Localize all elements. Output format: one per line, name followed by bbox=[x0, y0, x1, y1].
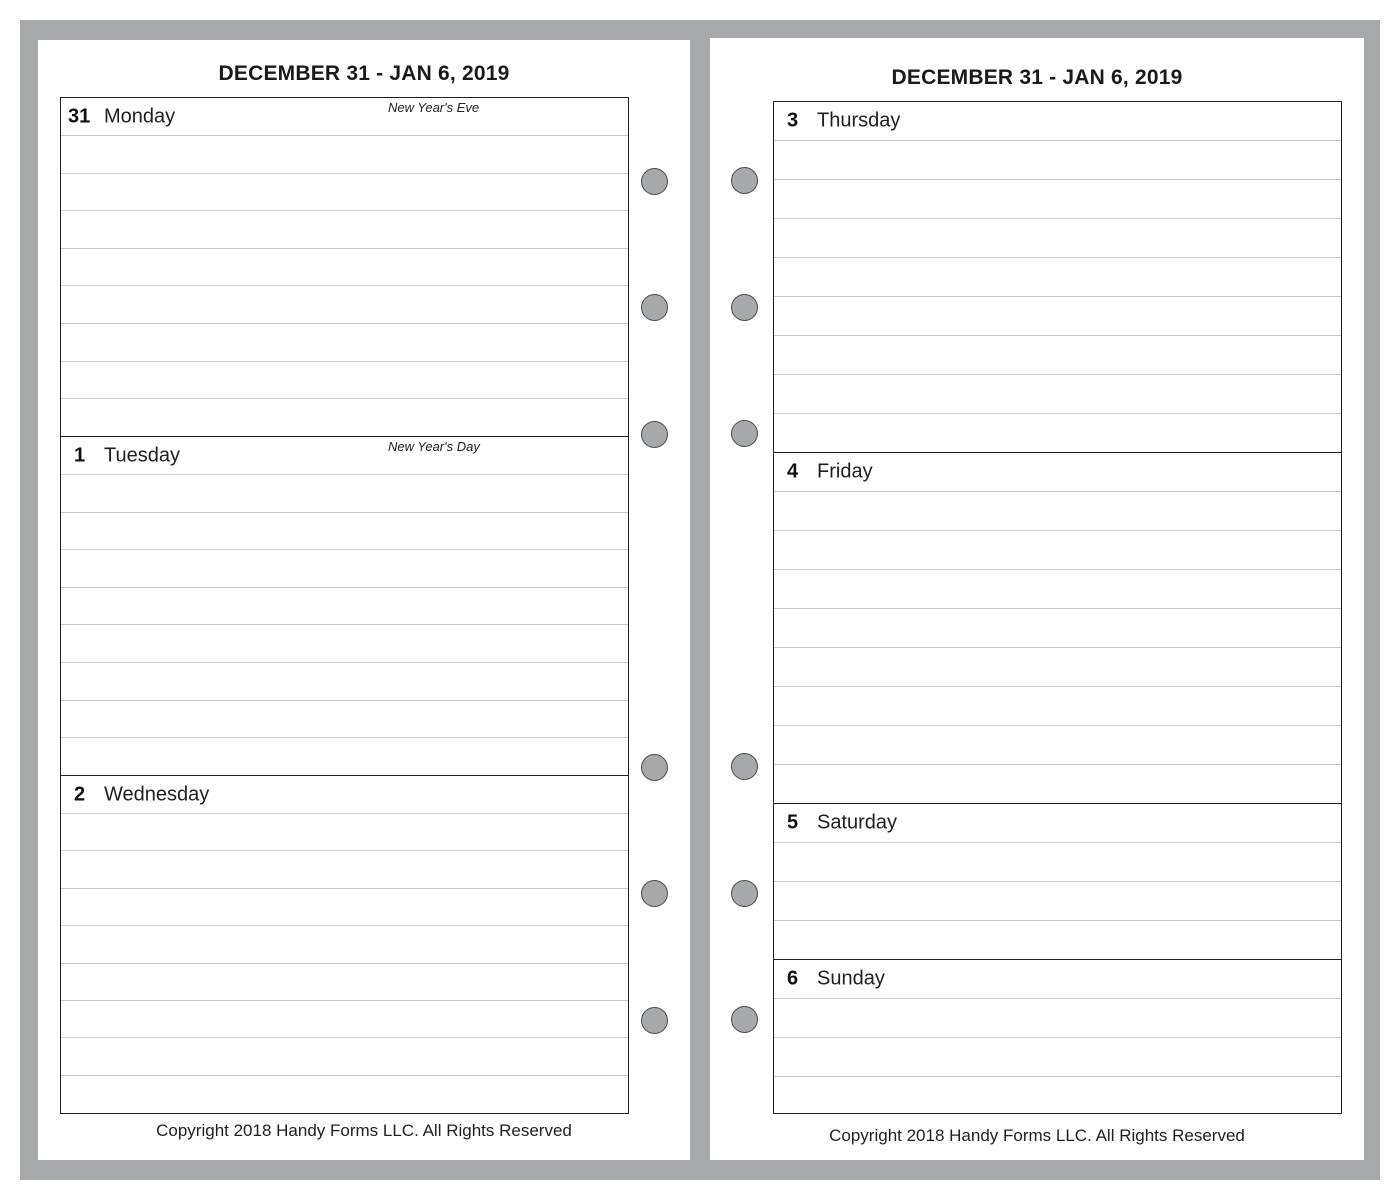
writing-line[interactable] bbox=[61, 663, 628, 701]
writing-line[interactable] bbox=[774, 1038, 1341, 1077]
writing-line[interactable] bbox=[774, 375, 1341, 414]
writing-line[interactable] bbox=[774, 882, 1341, 921]
day-number: 31 bbox=[68, 105, 91, 127]
punch-hole bbox=[731, 167, 758, 194]
day-name: Monday bbox=[104, 105, 176, 127]
writing-line[interactable] bbox=[774, 570, 1341, 609]
writing-line[interactable] bbox=[774, 726, 1341, 765]
writing-line[interactable] bbox=[61, 475, 628, 513]
writing-line[interactable] bbox=[774, 609, 1341, 648]
writing-line[interactable] bbox=[61, 964, 628, 1001]
day-number: 3 bbox=[787, 109, 799, 132]
day-name: Saturday bbox=[817, 811, 898, 834]
day-name: Thursday bbox=[817, 109, 901, 132]
writing-line[interactable] bbox=[61, 136, 628, 174]
copyright-notice: Copyright 2018 Handy Forms LLC. All Rights Reserved bbox=[829, 1126, 1245, 1145]
writing-line[interactable] bbox=[774, 648, 1341, 687]
writing-line[interactable] bbox=[774, 297, 1341, 336]
writing-line[interactable] bbox=[774, 492, 1341, 531]
writing-line[interactable] bbox=[61, 174, 628, 212]
right-planner-page bbox=[710, 38, 1364, 1160]
punch-hole bbox=[731, 1006, 758, 1033]
writing-line[interactable] bbox=[61, 249, 628, 287]
day-block-saturday bbox=[774, 804, 1341, 960]
day-number: 5 bbox=[787, 811, 799, 834]
writing-line[interactable] bbox=[61, 1001, 628, 1038]
writing-line[interactable] bbox=[774, 921, 1341, 959]
writing-line[interactable] bbox=[774, 843, 1341, 882]
day-number: 1 bbox=[74, 444, 86, 466]
writing-line[interactable] bbox=[61, 814, 628, 851]
day-number: 2 bbox=[74, 783, 86, 805]
writing-line[interactable] bbox=[61, 889, 628, 926]
writing-line[interactable] bbox=[774, 180, 1341, 219]
day-grid bbox=[60, 97, 629, 1114]
day-header-row bbox=[774, 804, 1341, 843]
writing-line[interactable] bbox=[61, 926, 628, 963]
day-block-tuesday bbox=[61, 437, 628, 776]
page-title: DECEMBER 31 - JAN 6, 2019 bbox=[218, 62, 510, 85]
punch-hole bbox=[731, 753, 758, 780]
left-planner-page bbox=[38, 40, 690, 1160]
day-block-wednesday bbox=[61, 776, 628, 1113]
writing-line[interactable] bbox=[61, 286, 628, 324]
writing-line[interactable] bbox=[61, 399, 628, 436]
punch-hole bbox=[731, 420, 758, 447]
day-block-monday bbox=[61, 98, 628, 437]
day-header-row bbox=[61, 776, 628, 814]
day-block-thursday bbox=[774, 102, 1341, 453]
punch-hole bbox=[731, 294, 758, 321]
writing-line[interactable] bbox=[61, 513, 628, 551]
punch-hole bbox=[731, 880, 758, 907]
writing-line[interactable] bbox=[61, 362, 628, 400]
day-header-row bbox=[774, 453, 1341, 492]
day-header-row bbox=[61, 437, 628, 475]
page-title: DECEMBER 31 - JAN 6, 2019 bbox=[891, 66, 1183, 89]
writing-line[interactable] bbox=[774, 258, 1341, 297]
punch-hole bbox=[641, 168, 668, 195]
day-header-row bbox=[774, 102, 1341, 141]
punch-hole bbox=[641, 754, 668, 781]
punch-hole bbox=[641, 294, 668, 321]
punch-hole bbox=[641, 421, 668, 448]
writing-line[interactable] bbox=[61, 701, 628, 739]
writing-line[interactable] bbox=[61, 588, 628, 626]
writing-line[interactable] bbox=[61, 1076, 628, 1112]
writing-line[interactable] bbox=[774, 336, 1341, 375]
copyright-notice: Copyright 2018 Handy Forms LLC. All Rights Reserved bbox=[156, 1121, 572, 1140]
writing-line[interactable] bbox=[61, 851, 628, 888]
day-block-friday bbox=[774, 453, 1341, 804]
writing-line[interactable] bbox=[774, 414, 1341, 452]
holiday-label: New Year's Day bbox=[388, 439, 480, 454]
day-number: 6 bbox=[787, 967, 799, 990]
writing-line[interactable] bbox=[61, 211, 628, 249]
writing-line[interactable] bbox=[774, 687, 1341, 726]
punch-hole bbox=[641, 1007, 668, 1034]
writing-line[interactable] bbox=[61, 550, 628, 588]
day-name: Tuesday bbox=[104, 444, 180, 466]
writing-line[interactable] bbox=[61, 324, 628, 362]
writing-line[interactable] bbox=[774, 141, 1341, 180]
day-name: Wednesday bbox=[104, 783, 210, 805]
writing-line[interactable] bbox=[774, 1077, 1341, 1111]
day-name: Sunday bbox=[817, 967, 885, 990]
writing-line[interactable] bbox=[61, 1038, 628, 1075]
day-header-row bbox=[774, 960, 1341, 999]
writing-line[interactable] bbox=[774, 999, 1341, 1038]
writing-line[interactable] bbox=[61, 738, 628, 775]
holiday-label: New Year's Eve bbox=[388, 100, 480, 115]
punch-hole bbox=[641, 880, 668, 907]
day-name: Friday bbox=[817, 460, 873, 483]
writing-line[interactable] bbox=[774, 219, 1341, 258]
writing-line[interactable] bbox=[61, 625, 628, 663]
day-block-sunday bbox=[774, 960, 1341, 1113]
day-header-row bbox=[61, 98, 628, 136]
writing-line[interactable] bbox=[774, 531, 1341, 570]
writing-line[interactable] bbox=[774, 765, 1341, 803]
day-grid bbox=[773, 101, 1342, 1114]
day-number: 4 bbox=[787, 460, 799, 483]
